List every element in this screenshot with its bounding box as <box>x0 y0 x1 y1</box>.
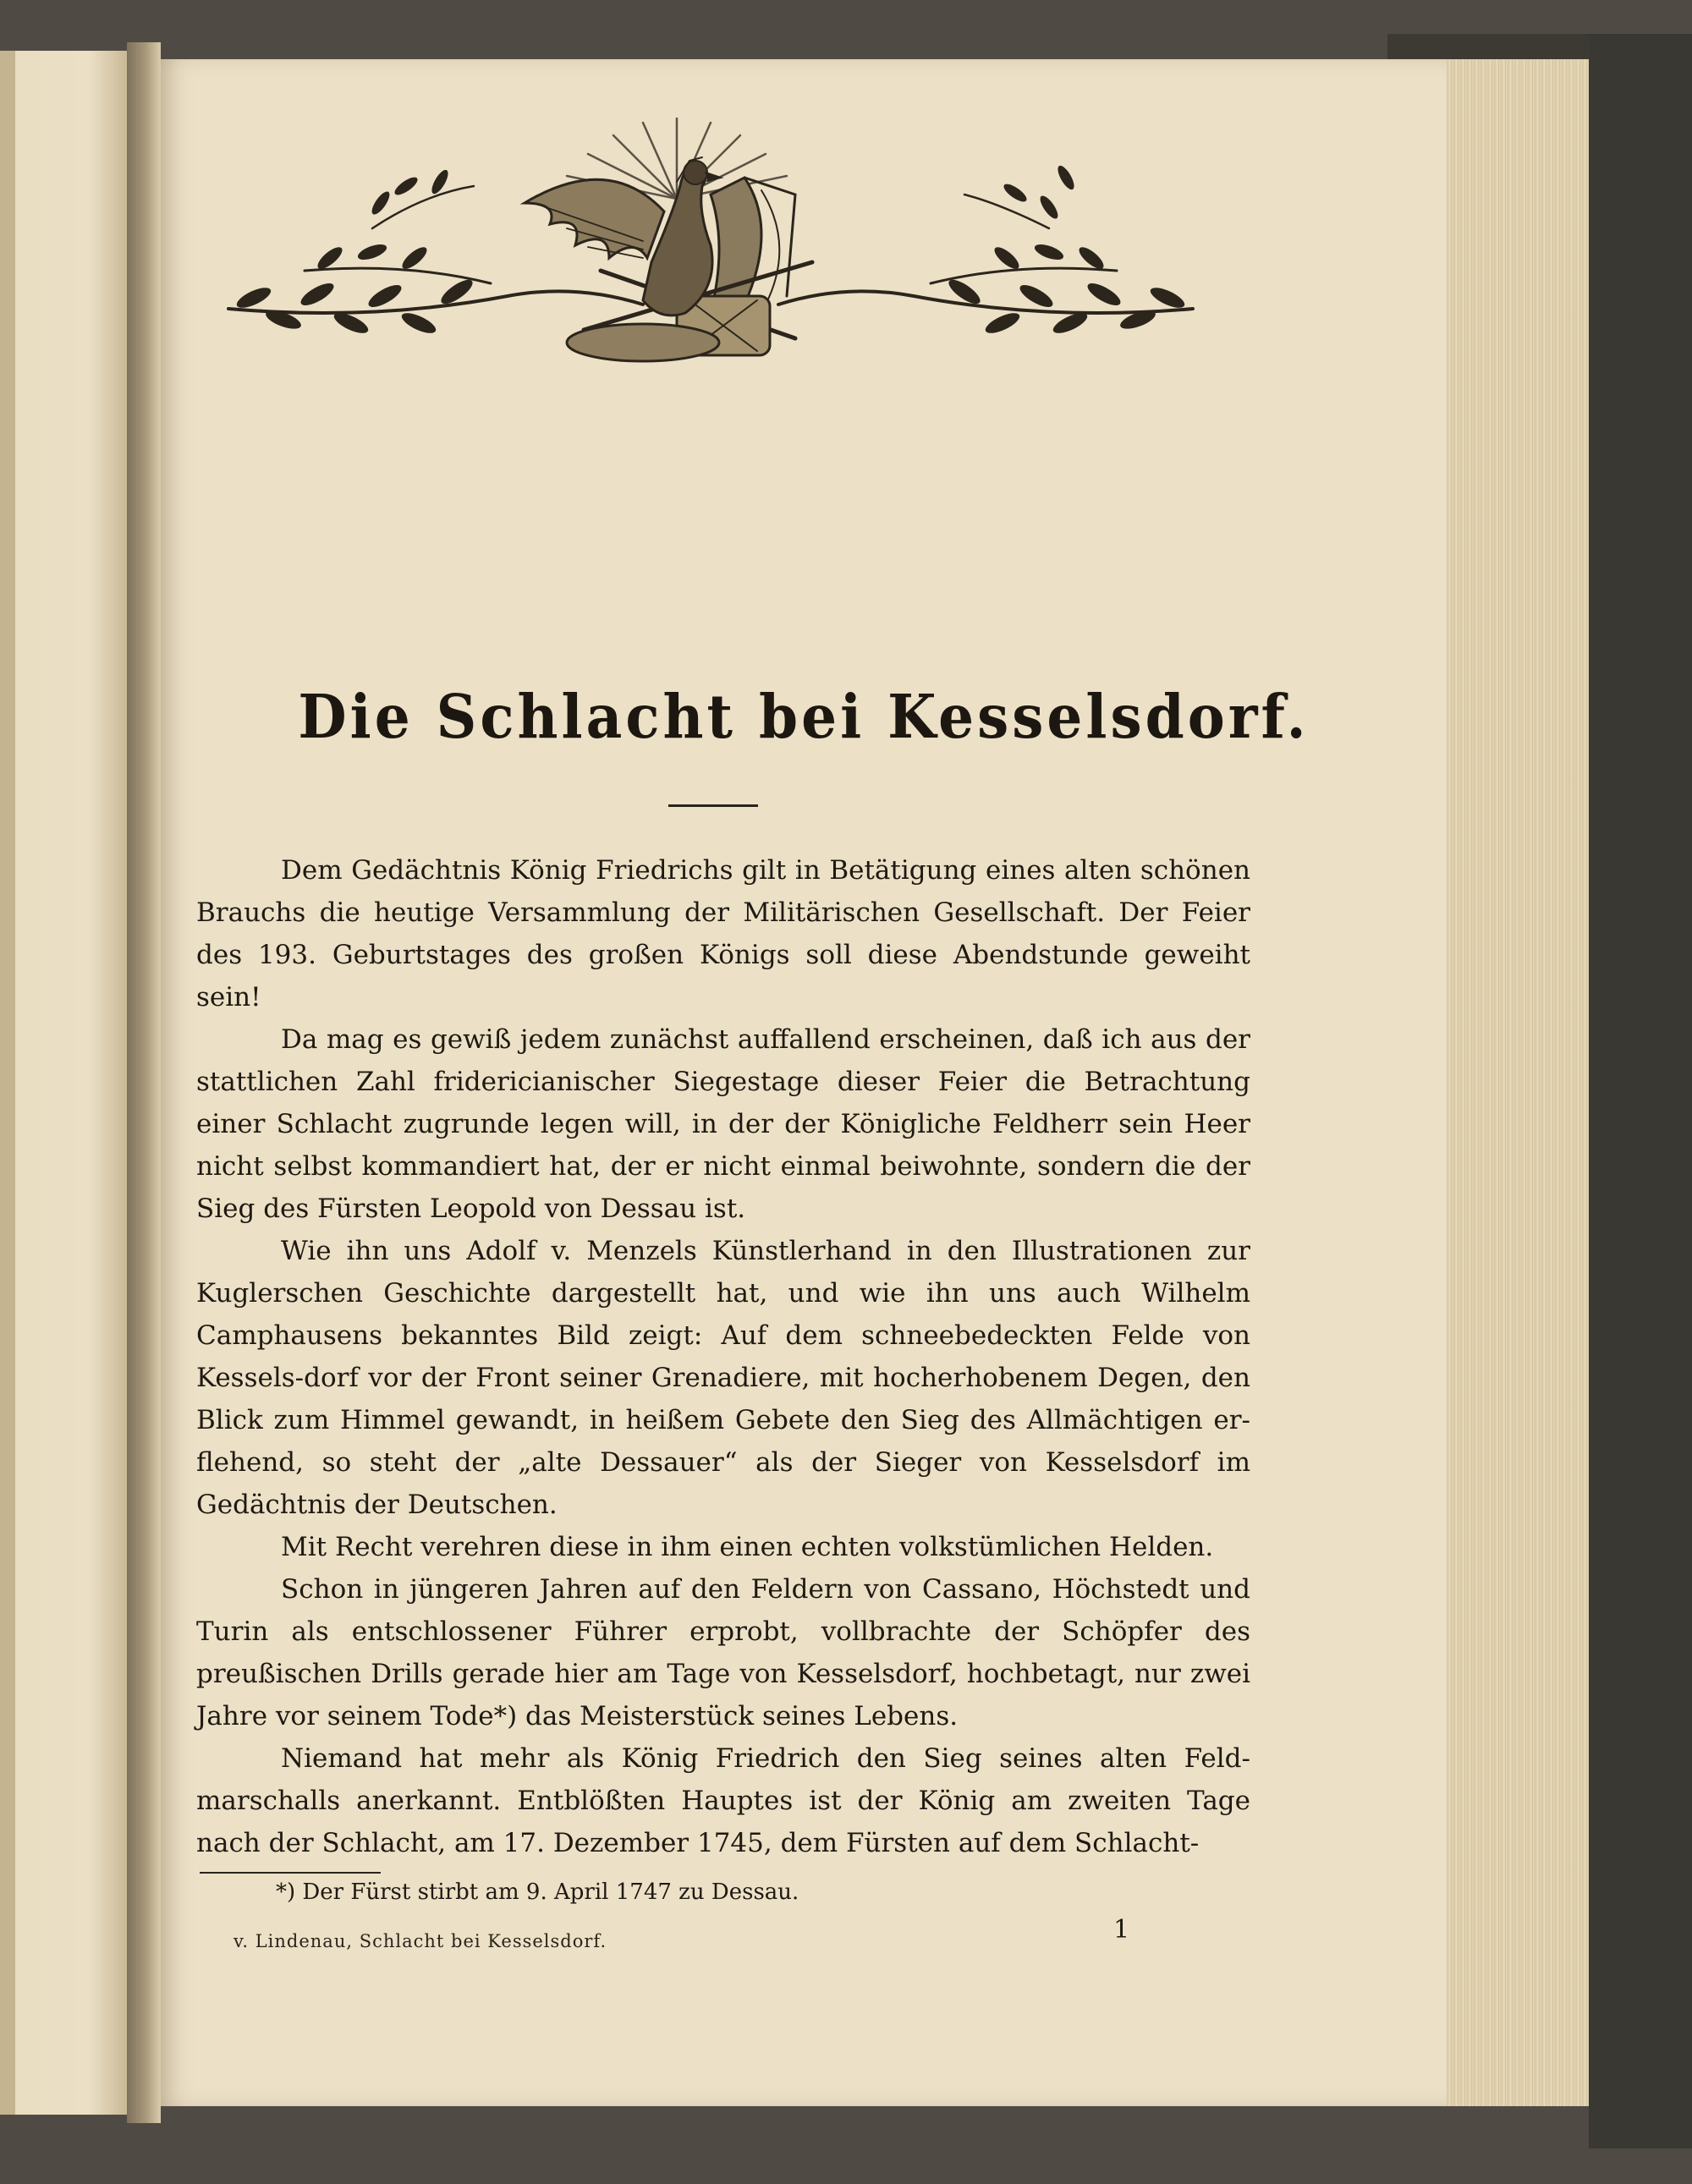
left-facing-page <box>0 51 127 2115</box>
paragraph: Dem Gedächtnis König Friedrichs gilt in Betätigung eines alten schönen Brauchs die heutige Versammlung der Militärischen Gesellschaft. Der Feier des 193. Geburtstages des großen Königs soll diese Abendstunde geweiht sein! <box>196 855 1250 1012</box>
book-gutter <box>127 42 161 2123</box>
page-number: 1 <box>1113 1915 1130 1945</box>
title-divider <box>668 804 758 807</box>
page-edge-stack <box>1445 59 1589 2106</box>
paragraph: Da mag es gewiß jedem zunächst auffallend erscheinen, daß ich aus der stattlichen Zahl fridericianischer Siegestage dieser Feier die Betrachtung einer Schlacht zugrunde legen will, in der der Königliche Feldherr sein Heer nicht selbst kommandiert hat, der er nicht einmal beiwohnte, sondern die der Sieg des Fürsten Leopold von Dessau ist. <box>196 1024 1250 1224</box>
paragraph: Mit Recht verehren diese in ihm einen echten volkstümlichen Helden. <box>281 1532 1214 1562</box>
body-text <box>196 849 1250 1864</box>
paragraph: Wie ihn uns Adolf v. Menzels Künstlerhand in den Illustrationen zur Kuglerschen Geschichte dargestellt hat, und wie ihn uns auch Wilhelm Camphausens bekanntes Bild zeigt: Auf dem schneebedeckten Felde von Kessels-dorf vor der Front seiner Grenadiere, mit hocherhobenem Degen, den Blick zum Himmel gewandt, in heißem Gebete den Sieg des Allmächtigen er-flehend, so steht der „alte Dessauer“ als der Sieger von Kesselsdorf im Gedächtnis der Deutschen. <box>196 1236 1250 1520</box>
page-title: Die Schlacht bei Kesselsdorf. <box>298 680 1310 753</box>
paragraph: Niemand hat mehr als König Friedrich den Sieg seines alten Feld-marschalls anerkannt. Entblößten Hauptes ist der König am zweiten Tage nach der Schlacht, am 17. Dezember 1745, dem Fürsten auf dem Schlacht- <box>196 1743 1250 1858</box>
footnote: *) Der Fürst stirbt am 9. April 1747 zu Dessau. <box>276 1879 799 1905</box>
signature-line: v. Lindenau, Schlacht bei Kesselsdorf. <box>233 1931 607 1951</box>
eagle-vignette-icon <box>203 102 1218 389</box>
footnote-divider <box>200 1872 381 1874</box>
paragraph: Schon in jüngeren Jahren auf den Feldern von Cassano, Höchstedt und Turin als entschlossener Führer erprobt, vollbrachte der Schöpfer des preußischen Drills gerade hier am Tage von Kesselsdorf, hochbetagt, nur zwei Jahre vor seinem Tode*) das Meisterstück seines Lebens. <box>196 1574 1250 1731</box>
book-cover-right <box>1589 34 1692 2148</box>
left-page-edge <box>0 51 15 2115</box>
